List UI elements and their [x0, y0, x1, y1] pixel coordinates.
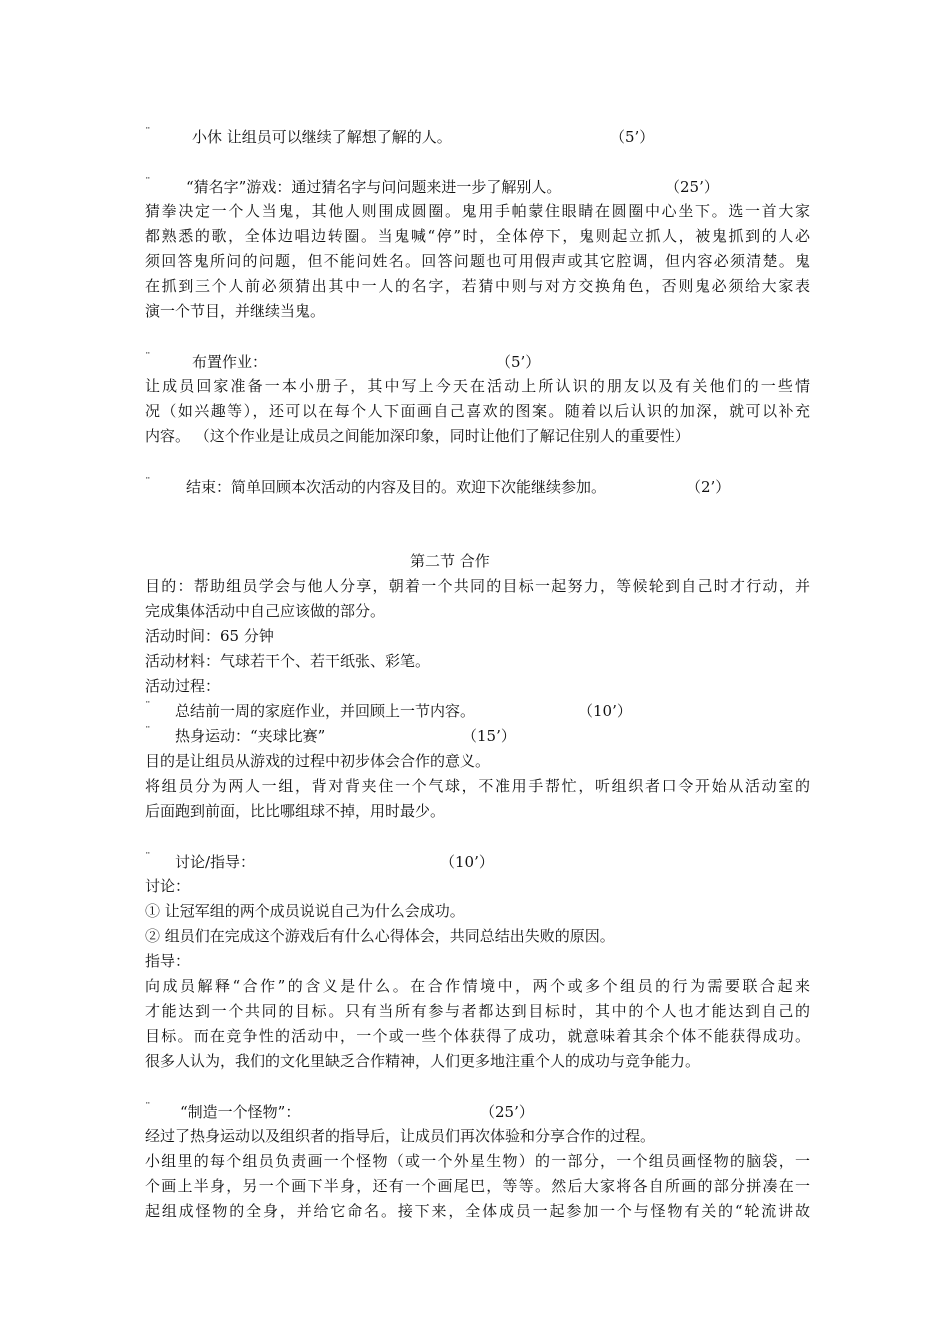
item-time: （25’）	[480, 1103, 534, 1121]
paragraph-line: 在抓到三个人前必须猜出其中一人的名字，若猜中则与对方交换角色，否则鬼必须给大家表	[145, 277, 810, 295]
paragraph-line: 猜拳决定一个人当鬼，其他人则围成圆圈。鬼用手帕蒙住眼睛在圆圈中心坐下。选一首大家	[145, 202, 810, 220]
activity-materials: 活动材料：气球若干个、若干纸张、彩笔。	[145, 652, 431, 670]
paragraph-line: 后面跑到前面，比比哪组球不掉，用时最少。	[145, 802, 446, 820]
paragraph-line: 很多人认为，我们的文化里缺乏合作精神，人们更多地注重个人的成功与竞争能力。	[145, 1052, 701, 1070]
bullet-icon: ¨	[145, 851, 151, 864]
paragraph-line: 个画上半身，另一个画下半身，还有一个画尾巴，等等。然后大家将各自所画的部分拼凑在一	[145, 1177, 810, 1195]
paragraph-line: 演一个节目，并继续当鬼。	[145, 302, 326, 320]
paragraph-line: 起组成怪物的全身，并给它命名。接下来，全体成员一起参加一个与怪物有关的“轮流讲故	[145, 1202, 810, 1220]
paragraph-line: 目的是让组员从游戏的过程中初步体会合作的意义。	[145, 752, 491, 770]
paragraph-line: 向成员解释“合作”的含义是什么。在合作情境中，两个或多个组员的行为需要联合起来	[145, 977, 810, 995]
paragraph-line: 小组里的每个组员负责画一个怪物（或一个外星生物）的一部分，一个组员画怪物的脑袋，一	[145, 1152, 810, 1170]
item-title: 小休 让组员可以继续了解想了解的人。	[192, 128, 452, 146]
bullet-icon: ¨	[145, 725, 151, 738]
item-title: 结束：简单回顾本次活动的内容及目的。欢迎下次能继续参加。	[186, 478, 607, 496]
paragraph-line: 经过了热身运动以及组织者的指导后，让成员们再次体验和分享合作的过程。	[145, 1127, 656, 1145]
paragraph-line: 都熟悉的歌，全体边唱边转圈。当鬼喊“停”时，全体停下，鬼则起立抓人，被鬼抓到的人必	[145, 227, 810, 245]
bullet-icon: ¨	[145, 1101, 151, 1114]
paragraph-line: 内容。 （这个作业是让成员之间能加深印象，同时让他们了解记住别人的重要性）	[145, 427, 690, 445]
activity-process-label: 活动过程：	[145, 677, 221, 695]
paragraph-line: 完成集体活动中自己应该做的部分。	[145, 602, 386, 620]
paragraph-line: 目的：帮助组员学会与他人分享，朝着一个共同的目标一起努力，等候轮到自己时才行动，并	[145, 577, 810, 595]
discussion-label: 讨论：	[145, 877, 191, 895]
discussion-question: ② 组员们在完成这个游戏后有什么心得体会，共同总结出失败的原因。	[145, 927, 615, 945]
item-time: （10’）	[440, 853, 494, 871]
item-title: “制造一个怪物”：	[180, 1103, 301, 1121]
activity-duration: 活动时间：65 分钟	[145, 627, 274, 645]
guidance-label: 指导：	[145, 952, 191, 970]
paragraph-line: 才能达到一个共同的目标。只有当所有参与者都达到目标时，其中的个人也才能达到自己的	[145, 1002, 810, 1020]
item-time: （5’）	[496, 353, 541, 371]
paragraph-line: 须回答鬼所问的问题，但不能问姓名。回答问题也可用假声或其它腔调，但内容必须清楚。鬼	[145, 252, 810, 270]
paragraph-line: 让成员回家准备一本小册子，其中写上今天在活动上所认识的朋友以及有关他们的一些情	[145, 377, 810, 395]
item-title: “猜名字”游戏：通过猜名字与问问题来进一步了解别人。	[186, 178, 562, 196]
section-title: 第二节 合作	[410, 552, 490, 570]
item-time: （2’）	[686, 478, 731, 496]
bullet-icon: ¨	[145, 126, 151, 139]
item-time: （10’）	[578, 702, 632, 720]
bullet-icon: ¨	[145, 351, 151, 364]
item-time: （5’）	[610, 128, 655, 146]
item-title: 布置作业：	[192, 353, 268, 371]
discussion-question: ① 让冠军组的两个成员说说自己为什么会成功。	[145, 902, 465, 920]
item-title: 讨论/指导：	[175, 853, 256, 871]
bullet-icon: ¨	[145, 476, 151, 489]
bullet-icon: ¨	[145, 176, 151, 189]
item-title: 总结前一周的家庭作业，并回顾上一节内容。	[175, 702, 476, 720]
item-time: （25’）	[665, 178, 719, 196]
item-time: （15’）	[462, 727, 516, 745]
item-title: 热身运动：“夹球比赛”	[175, 727, 326, 745]
bullet-icon: ¨	[145, 700, 151, 713]
paragraph-line: 况（如兴趣等），还可以在每个人下面画自己喜欢的图案。随着以后认识的加深，就可以补充	[145, 402, 810, 420]
paragraph-line: 目标。而在竞争性的活动中，一个或一些个体获得了成功，就意味着其余个体不能获得成功。	[145, 1027, 810, 1045]
paragraph-line: 将组员分为两人一组，背对背夹住一个气球，不准用手帮忙，听组织者口令开始从活动室的	[145, 777, 810, 795]
